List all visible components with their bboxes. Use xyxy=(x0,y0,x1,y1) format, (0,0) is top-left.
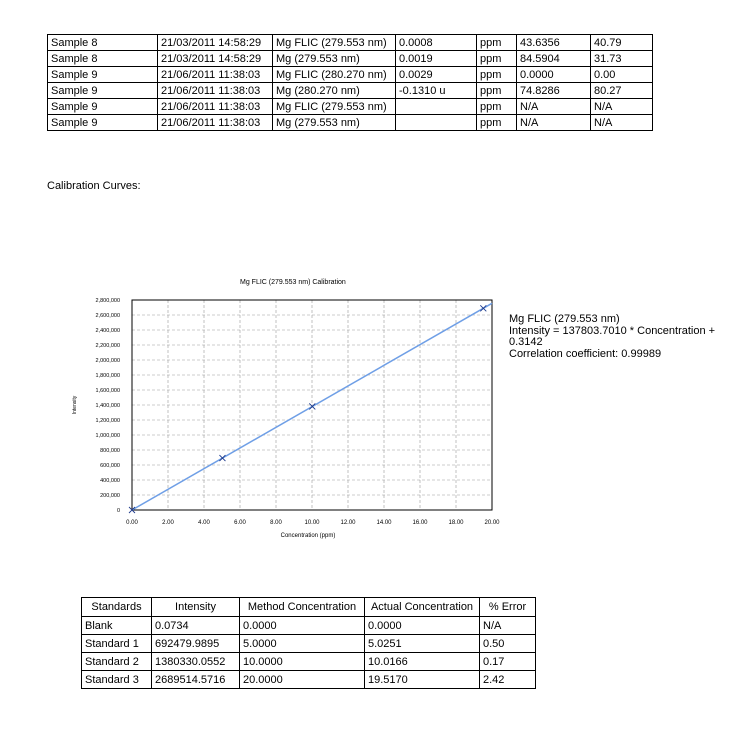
cell-sample: Sample 9 xyxy=(48,99,158,115)
cell-datetime: 21/06/2011 11:38:03 xyxy=(158,83,273,99)
cell-sample: Sample 8 xyxy=(48,51,158,67)
y-tick-label: 2,600,000 xyxy=(95,313,120,319)
table-cell: 1380330.0552 xyxy=(152,653,240,671)
column-header: Method Concentration xyxy=(240,598,365,617)
y-tick-label: 1,800,000 xyxy=(95,373,120,379)
cell-element: Mg (280.270 nm) xyxy=(273,83,396,99)
x-tick-label: 6.00 xyxy=(234,520,246,526)
data-point xyxy=(309,403,315,409)
cell-element: Mg FLIC (279.553 nm) xyxy=(273,99,396,115)
calibration-chart xyxy=(60,270,500,560)
y-tick-label: 2,800,000 xyxy=(95,298,120,304)
x-tick-label: 14.00 xyxy=(376,520,392,526)
sample-results-table xyxy=(47,34,653,131)
cell-datetime: 21/06/2011 11:38:03 xyxy=(158,99,273,115)
cell-rsd: 80.27 xyxy=(591,83,653,99)
cell-rsd: 0.00 xyxy=(591,67,653,83)
table-cell: Standard 1 xyxy=(82,635,152,653)
calibration-equation xyxy=(509,314,715,360)
cell-rsd: N/A xyxy=(591,115,653,131)
cell-intensity: 0.0000 xyxy=(517,67,591,83)
table-row xyxy=(48,115,653,131)
cell-intensity: N/A xyxy=(517,115,591,131)
cell-intensity: 43.6356 xyxy=(517,35,591,51)
table-cell: 2.42 xyxy=(480,671,536,689)
cell-datetime: 21/03/2011 14:58:29 xyxy=(158,35,273,51)
table-row xyxy=(82,671,536,689)
table-cell: Standard 2 xyxy=(82,653,152,671)
y-tick-label: 1,600,000 xyxy=(95,388,120,394)
data-point xyxy=(219,455,225,461)
table-row xyxy=(48,99,653,115)
table-row xyxy=(48,67,653,83)
cell-element: Mg FLIC (279.553 nm) xyxy=(273,35,396,51)
table-cell: N/A xyxy=(480,617,536,635)
x-tick-label: 16.00 xyxy=(412,520,428,526)
cell-value: 0.0008 xyxy=(396,35,477,51)
table-cell: 2689514.5716 xyxy=(152,671,240,689)
x-axis-ticks xyxy=(126,520,500,526)
x-tick-label: 12.00 xyxy=(340,520,356,526)
cell-datetime: 21/06/2011 11:38:03 xyxy=(158,67,273,83)
table-row xyxy=(82,635,536,653)
cell-datetime: 21/03/2011 14:58:29 xyxy=(158,51,273,67)
cell-value: 0.0029 xyxy=(396,67,477,83)
table-cell: 0.0734 xyxy=(152,617,240,635)
cell-value: -0.1310 u xyxy=(396,83,477,99)
table-cell: 0.50 xyxy=(480,635,536,653)
equation-intercept: 0.3142 xyxy=(509,336,543,348)
cell-unit: ppm xyxy=(477,99,517,115)
y-tick-label: 2,200,000 xyxy=(95,343,120,349)
y-tick-label: 2,000,000 xyxy=(95,358,120,364)
cell-sample: Sample 9 xyxy=(48,115,158,131)
cell-value xyxy=(396,115,477,131)
chart-title: Mg FLIC (279.553 nm) Calibration xyxy=(240,279,346,286)
table-cell: 5.0251 xyxy=(365,635,480,653)
table-cell: 20.0000 xyxy=(240,671,365,689)
y-tick-label: 1,000,000 xyxy=(95,433,120,439)
table-row xyxy=(48,35,653,51)
cell-element: Mg (279.553 nm) xyxy=(273,115,396,131)
y-tick-label: 1,400,000 xyxy=(95,403,120,409)
table-cell: 0.0000 xyxy=(365,617,480,635)
cell-sample: Sample 9 xyxy=(48,83,158,99)
cell-unit: ppm xyxy=(477,51,517,67)
x-tick-label: 10.00 xyxy=(304,520,320,526)
table-cell: 692479.9895 xyxy=(152,635,240,653)
y-axis-ticks xyxy=(96,298,120,514)
y-tick-label: 800,000 xyxy=(100,448,120,454)
x-axis-label: Concentration (ppm) xyxy=(280,533,336,539)
column-header: Intensity xyxy=(152,598,240,617)
y-axis-label: Intensity xyxy=(72,395,78,415)
table-row xyxy=(48,51,653,67)
cell-rsd: 40.79 xyxy=(591,35,653,51)
cell-unit: ppm xyxy=(477,115,517,131)
table-cell: 10.0166 xyxy=(365,653,480,671)
cell-datetime: 21/06/2011 11:38:03 xyxy=(158,115,273,131)
cell-unit: ppm xyxy=(477,67,517,83)
equation-correlation: Correlation coefficient: 0.99989 xyxy=(509,347,662,360)
cell-intensity: N/A xyxy=(517,99,591,115)
table-cell: 19.5170 xyxy=(365,671,480,689)
table-cell: Blank xyxy=(82,617,152,635)
cell-intensity: 84.5904 xyxy=(517,51,591,67)
table-cell: 0.0000 xyxy=(240,617,365,635)
x-tick-label: 18.00 xyxy=(448,520,464,526)
y-tick-label: 1,200,000 xyxy=(95,418,120,424)
cell-element: Mg FLIC (280.270 nm) xyxy=(273,67,396,83)
table-cell: 10.0000 xyxy=(240,653,365,671)
x-tick-label: 2.00 xyxy=(162,520,174,526)
cell-unit: ppm xyxy=(477,83,517,99)
x-tick-label: 4.00 xyxy=(198,520,210,526)
table-row xyxy=(82,653,536,671)
column-header: Actual Concentration xyxy=(365,598,480,617)
equation-element: Mg FLIC (279.553 nm) xyxy=(509,313,620,325)
x-tick-label: 20.00 xyxy=(484,520,500,526)
table-cell: 0.17 xyxy=(480,653,536,671)
cell-element: Mg (279.553 nm) xyxy=(273,51,396,67)
table-cell: Standard 3 xyxy=(82,671,152,689)
equation-formula: Intensity = 137803.7010 * Concentration + xyxy=(509,324,716,337)
table-cell: 5.0000 xyxy=(240,635,365,653)
column-header: % Error xyxy=(480,598,536,617)
table-row xyxy=(48,83,653,99)
data-point xyxy=(480,305,486,311)
cell-sample: Sample 8 xyxy=(48,35,158,51)
cell-rsd: 31.73 xyxy=(591,51,653,67)
y-tick-label: 600,000 xyxy=(100,463,120,469)
y-tick-label: 200,000 xyxy=(100,493,120,499)
x-tick-label: 8.00 xyxy=(270,520,282,526)
calibration-curves-heading: Calibration Curves: xyxy=(47,180,141,192)
standards-table xyxy=(81,597,536,689)
y-tick-label: 400,000 xyxy=(100,478,120,484)
table-row xyxy=(82,617,536,635)
cell-sample: Sample 9 xyxy=(48,67,158,83)
x-tick-label: 0.00 xyxy=(126,520,138,526)
y-tick-label: 2,400,000 xyxy=(95,328,120,334)
cell-value xyxy=(396,99,477,115)
series xyxy=(129,303,492,513)
cell-unit: ppm xyxy=(477,35,517,51)
cell-rsd: N/A xyxy=(591,99,653,115)
cell-value: 0.0019 xyxy=(396,51,477,67)
y-tick-label: 0 xyxy=(116,508,120,514)
cell-intensity: 74.8286 xyxy=(517,83,591,99)
column-header: Standards xyxy=(82,598,152,617)
